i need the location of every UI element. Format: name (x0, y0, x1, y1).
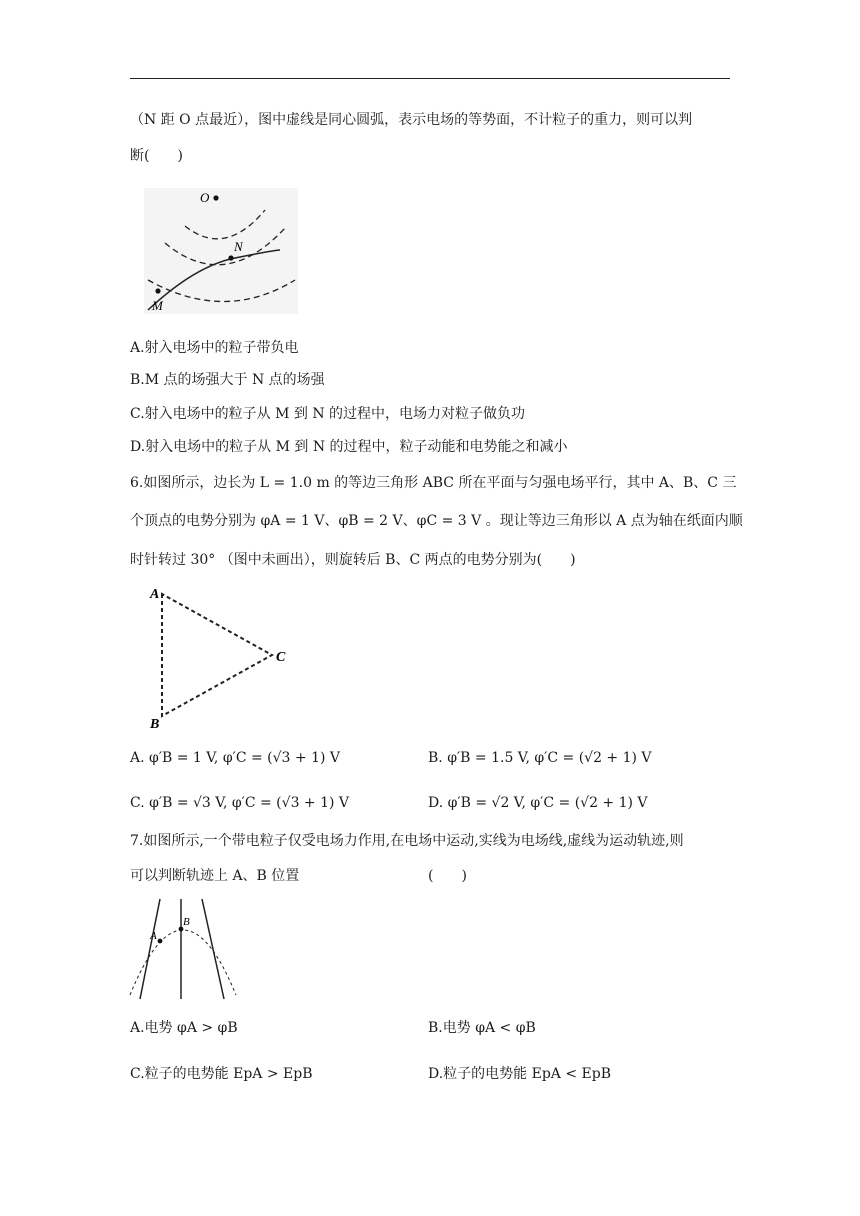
q5-figure (130, 188, 300, 316)
field-line-right (202, 899, 224, 999)
q5-point-m (155, 288, 160, 293)
q5-option-a: A.射入电场中的粒子带负电 (130, 340, 299, 356)
q7-field-lines (140, 899, 224, 999)
q6-label-a: A (150, 587, 160, 602)
q6-stem-line1: 6.如图所示，边长为 L = 1.0 m 的等边三角形 ABC 所在平面与匀强电场平行，其中 A、B、C 三 (130, 475, 737, 491)
q5-point-o (213, 195, 218, 200)
q6-label-b: B (150, 717, 160, 732)
q5-stem-line1: （N 距 O 点最近），图中虚线是同心圆弧，表示电场的等势面，不计粒子的重力，则可以判 (130, 112, 693, 128)
q7-figure (128, 895, 240, 1005)
q6-stem-line3: 时针转过 30° （图中未画出），则旋转后 B、C 两点的电势分别为( ) (130, 552, 576, 568)
q7-option-d: D.粒子的电势能 EpA < EpB (428, 1066, 612, 1082)
q7-label-b: B (183, 916, 190, 928)
q7-option-b: B.电势 φA < φB (428, 1020, 536, 1036)
q5-label-o: O (200, 190, 210, 205)
q6-stem-line2: 个顶点的电势分别为 φA = 1 V、φB = 2 V、φC = 3 V 。现让等边三角形以 A 点为轴在纸面内顺 (130, 513, 743, 529)
q7-option-c: C.粒子的电势能 EpA > EpB (130, 1066, 313, 1082)
q7-stem-line1: 7.如图所示,一个带电粒子仅受电场力作用,在电场中运动,实线为电场线,虚线为运动轨迹,则 (130, 833, 684, 849)
q7-stem-line2: 可以判断轨迹上 A、B 位置 (130, 868, 300, 884)
q5-option-c: C.射入电场中的粒子从 M 到 N 的过程中，电场力对粒子做负功 (130, 406, 526, 422)
q5-option-d: D.射入电场中的粒子从 M 到 N 的过程中，粒子动能和电势能之和减小 (130, 439, 568, 455)
q5-label-n: N (234, 239, 243, 254)
q7-point-a (158, 939, 163, 944)
q5-stem-line2: 断( ) (130, 148, 183, 164)
q6-option-c: C. φ′B = √3 V, φ′C = (√3 + 1) V (130, 795, 350, 811)
q7-stem-paren: ( ) (428, 868, 467, 884)
q6-label-c: C (276, 650, 286, 665)
q6-option-d: D. φ′B = √2 V, φ′C = (√2 + 1) V (428, 795, 648, 811)
q6-option-a: A. φ′B = 1 V, φ′C = (√3 + 1) V (130, 750, 341, 766)
q6-option-b: B. φ′B = 1.5 V, φ′C = (√2 + 1) V (428, 750, 652, 766)
q7-trajectory (130, 930, 236, 995)
header-rule (130, 78, 730, 79)
field-line-left (140, 899, 160, 999)
q7-option-a: A.电势 φA > φB (130, 1020, 238, 1036)
q6-triangle-figure (140, 582, 300, 732)
q7-label-a: A (150, 930, 157, 942)
q5-option-b: B.M 点的场强大于 N 点的场强 (130, 372, 325, 388)
q5-point-n (228, 255, 233, 260)
q6-triangle-abc (162, 594, 272, 716)
q5-label-m: M (152, 298, 163, 313)
